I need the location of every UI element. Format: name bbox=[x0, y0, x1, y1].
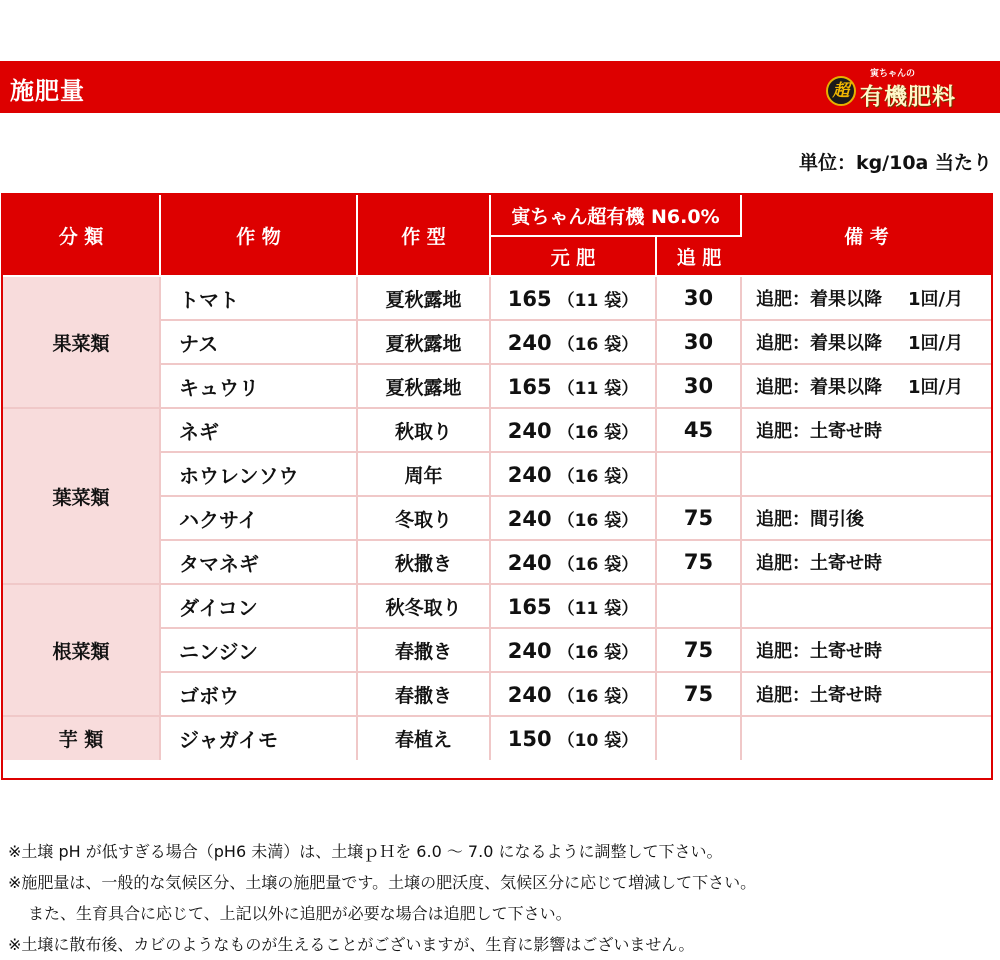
remark-cell bbox=[741, 496, 991, 540]
footnote: ※施肥量は、一般的な気候区分、土壌の施肥量です。土壌の肥沃度、気候区分に応じて増減して下さい。 bbox=[8, 873, 757, 892]
remark-text: 追肥：着果以降 bbox=[756, 377, 882, 398]
base-fertilizer-cell bbox=[490, 496, 656, 540]
base-fertilizer-cell bbox=[490, 408, 656, 452]
bag-count: （16 袋） bbox=[557, 642, 639, 663]
bag-count: （16 袋） bbox=[557, 422, 639, 443]
remark-frequency: 1回/月 bbox=[908, 333, 964, 354]
crop-cell: ジャガイモ bbox=[160, 716, 357, 760]
remark-cell bbox=[741, 276, 991, 320]
table-header-row bbox=[3, 195, 991, 236]
header-base: 元 肥 bbox=[490, 236, 656, 276]
top-dressing-cell: 75 bbox=[656, 496, 741, 540]
base-fertilizer-cell bbox=[490, 584, 656, 628]
top-dressing-cell: 75 bbox=[656, 540, 741, 584]
remark-frequency: 1回/月 bbox=[908, 377, 964, 398]
base-fertilizer-cell bbox=[490, 672, 656, 716]
base-amount: 240 bbox=[507, 550, 552, 575]
table-row bbox=[3, 584, 991, 628]
type-cell: 冬取り bbox=[357, 496, 490, 540]
category-cell: 芋 類 bbox=[3, 716, 160, 760]
header-top: 追 肥 bbox=[656, 236, 741, 276]
top-dressing-cell: 75 bbox=[656, 672, 741, 716]
base-amount: 240 bbox=[507, 418, 552, 443]
footnote: また、生育具合に応じて、上記以外に追肥が必要な場合は追肥して下さい。 bbox=[28, 904, 572, 923]
crop-cell: ホウレンソウ bbox=[160, 452, 357, 496]
footnote: ※土壌 pH が低すぎる場合（pH6 未満）は、土壌ｐＨを 6.0 ～ 7.0 になるように調整して下さい。 bbox=[8, 842, 723, 861]
brand-small-text: 寅ちゃんの bbox=[870, 69, 916, 79]
base-amount: 150 bbox=[507, 727, 552, 751]
crop-cell: ハクサイ bbox=[160, 496, 357, 540]
table-body bbox=[3, 276, 991, 760]
top-dressing-cell bbox=[656, 584, 741, 628]
table-row bbox=[3, 408, 991, 452]
crop-cell: ダイコン bbox=[160, 584, 357, 628]
base-fertilizer-cell bbox=[490, 716, 656, 760]
crop-cell: タマネギ bbox=[160, 540, 357, 584]
footnotes bbox=[8, 836, 756, 960]
type-cell: 春植え bbox=[357, 716, 490, 760]
bag-count: （16 袋） bbox=[557, 510, 639, 531]
type-cell: 春撒き bbox=[357, 672, 490, 716]
top-dressing-cell: 75 bbox=[656, 628, 741, 672]
remark-text: 追肥：土寄せ時 bbox=[756, 421, 882, 442]
type-cell: 夏秋露地 bbox=[357, 320, 490, 364]
base-fertilizer-cell bbox=[490, 628, 656, 672]
crop-cell: ナス bbox=[160, 320, 357, 364]
base-amount: 240 bbox=[507, 506, 552, 531]
type-cell: 夏秋露地 bbox=[357, 364, 490, 408]
remark-cell bbox=[741, 320, 991, 364]
unit-note: 単位：kg/10a 当たり bbox=[798, 152, 992, 174]
fertilizer-table bbox=[1, 193, 993, 780]
remark-text: 追肥：間引後 bbox=[756, 509, 864, 530]
remark-cell bbox=[741, 672, 991, 716]
remark-cell bbox=[741, 408, 991, 452]
crop-cell: ゴボウ bbox=[160, 672, 357, 716]
remark-text: 追肥：土寄せ時 bbox=[756, 685, 882, 706]
bag-count: （11 袋） bbox=[557, 290, 639, 311]
header-type: 作 型 bbox=[357, 195, 490, 276]
bag-count: （16 袋） bbox=[557, 686, 639, 707]
category-cell: 根菜類 bbox=[3, 584, 160, 716]
base-fertilizer-cell bbox=[490, 364, 656, 408]
crop-cell: トマト bbox=[160, 276, 357, 320]
table-row bbox=[3, 716, 991, 760]
base-fertilizer-cell bbox=[490, 452, 656, 496]
base-amount: 165 bbox=[507, 374, 552, 399]
base-amount: 165 bbox=[507, 286, 552, 311]
top-dressing-cell bbox=[656, 452, 741, 496]
page-title: 施肥量 bbox=[10, 77, 85, 105]
top-dressing-cell bbox=[656, 716, 741, 760]
top-dressing-cell: 45 bbox=[656, 408, 741, 452]
base-fertilizer-cell bbox=[490, 540, 656, 584]
top-dressing-cell: 30 bbox=[656, 364, 741, 408]
type-cell: 秋冬取り bbox=[357, 584, 490, 628]
remark-cell bbox=[741, 452, 991, 496]
base-amount: 240 bbox=[507, 682, 552, 707]
base-amount: 240 bbox=[507, 462, 552, 487]
bag-count: （16 袋） bbox=[557, 334, 639, 355]
remark-text: 追肥：着果以降 bbox=[756, 333, 882, 354]
remark-cell bbox=[741, 628, 991, 672]
header-product: 寅ちゃん超有機 N6.0% bbox=[490, 195, 741, 236]
base-amount: 240 bbox=[507, 330, 552, 355]
bag-count: （16 袋） bbox=[557, 466, 639, 487]
remark-text: 追肥：着果以降 bbox=[756, 289, 882, 310]
base-fertilizer-cell bbox=[490, 276, 656, 320]
table-row bbox=[3, 276, 991, 320]
bag-count: （10 袋） bbox=[557, 731, 639, 751]
remark-text: 追肥：土寄せ時 bbox=[756, 641, 882, 662]
header-crop: 作 物 bbox=[160, 195, 357, 276]
top-dressing-cell: 30 bbox=[656, 320, 741, 364]
header-category: 分 類 bbox=[3, 195, 160, 276]
footnote: ※土壌に散布後、カビのようなものが生えることがございますが、生育に影響はございません。 bbox=[8, 935, 695, 954]
base-fertilizer-cell bbox=[490, 320, 656, 364]
type-cell: 周年 bbox=[357, 452, 490, 496]
remark-cell bbox=[741, 584, 991, 628]
bag-count: （16 袋） bbox=[557, 554, 639, 575]
category-cell: 果菜類 bbox=[3, 276, 160, 408]
type-cell: 秋取り bbox=[357, 408, 490, 452]
brand-badge-icon: 超 bbox=[826, 76, 856, 106]
header-remarks: 備 考 bbox=[741, 195, 991, 276]
type-cell: 春撒き bbox=[357, 628, 490, 672]
base-amount: 240 bbox=[507, 638, 552, 663]
remark-cell bbox=[741, 716, 991, 760]
type-cell: 秋撒き bbox=[357, 540, 490, 584]
bag-count: （11 袋） bbox=[557, 378, 639, 399]
base-amount: 165 bbox=[507, 594, 552, 619]
bag-count: （11 袋） bbox=[557, 598, 639, 619]
header-bar bbox=[0, 61, 1000, 113]
crop-cell: ネギ bbox=[160, 408, 357, 452]
remark-cell bbox=[741, 364, 991, 408]
remark-cell bbox=[741, 540, 991, 584]
crop-cell: ニンジン bbox=[160, 628, 357, 672]
brand-name: 有機肥料 bbox=[860, 84, 956, 110]
type-cell: 夏秋露地 bbox=[357, 276, 490, 320]
category-cell: 葉菜類 bbox=[3, 408, 160, 584]
remark-text: 追肥：土寄せ時 bbox=[756, 553, 882, 574]
crop-cell: キュウリ bbox=[160, 364, 357, 408]
top-dressing-cell: 30 bbox=[656, 276, 741, 320]
remark-frequency: 1回/月 bbox=[908, 289, 964, 310]
brand-logo bbox=[826, 65, 988, 109]
